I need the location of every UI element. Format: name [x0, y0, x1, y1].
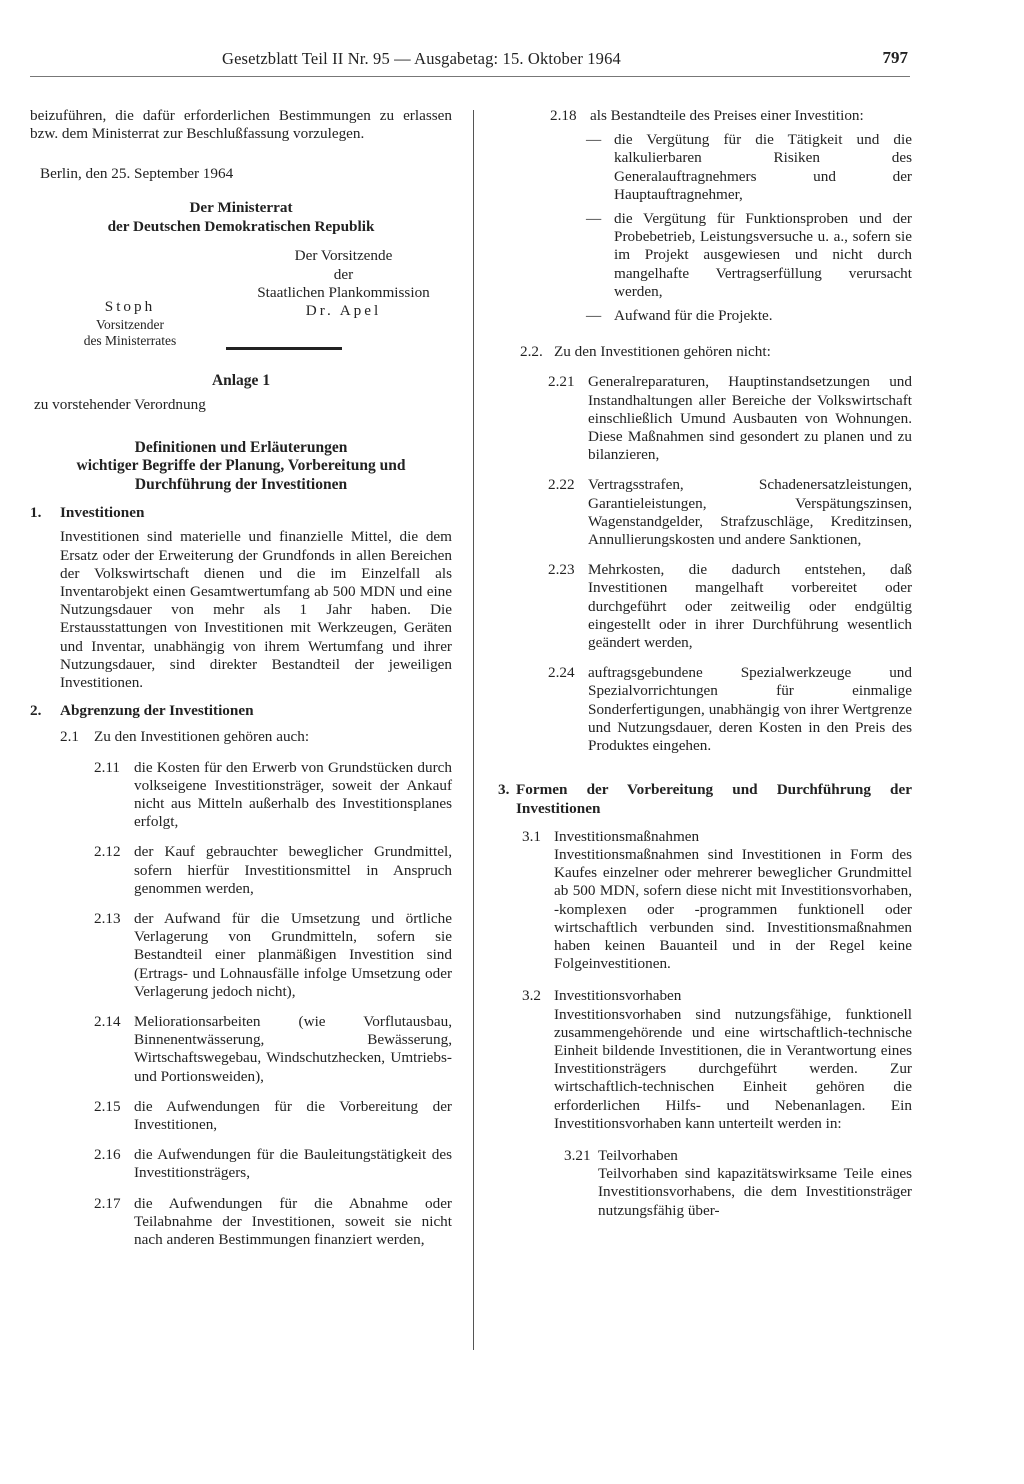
item-number: 2.23 [548, 561, 575, 579]
item-number: 2.14 [94, 1012, 121, 1030]
annex-title: Anlage 1 [211, 372, 271, 390]
dash-marker: — [586, 307, 602, 325]
list-item [548, 373, 912, 464]
list-item [94, 910, 452, 1001]
dash-item-text: die Vergütung für Funktionsproben und der Probebetrieb, Leistungsversuche u. a., sofern sie im Projekt ausgewiesen und nicht durch mangelhafte Vertragserfüllung verursacht werden, [614, 210, 912, 300]
list-item [94, 843, 452, 898]
item-number: 2.15 [94, 1097, 121, 1115]
subsection-number: 2.2. [520, 343, 543, 361]
subsection-number: 2.1 [60, 728, 79, 746]
subsection-title: Investitionsvorhaben [554, 987, 682, 1005]
item-text: als Bestandteile des Preises einer Investition: [590, 107, 864, 124]
list-item [94, 1146, 452, 1182]
section-number: 2. [30, 702, 42, 720]
right-column [498, 107, 912, 1220]
section-number: 3. [498, 781, 510, 799]
dash-marker: — [586, 210, 602, 228]
item-number: 2.12 [94, 843, 121, 861]
place-date: Berlin, den 25. September 1964 [40, 165, 234, 183]
section-title: Investitionen [60, 504, 145, 522]
item-text: Generalreparaturen, Hauptinstandsetzungen und Instandhaltungen aller Bereiche der Volkswirtschaft einschließlich Umund Ausbauten von Wohnungen. Diese Maßnahmen sind gesondert zu planen und zu bilanzieren, [588, 373, 912, 464]
signatory-left-role-1: Vorsitzender [96, 316, 164, 332]
subsection-heading [520, 343, 912, 361]
dash-list-item [586, 307, 912, 325]
subsection-heading [564, 1147, 912, 1165]
item-text: auftragsgebundene Spezialwerkzeuge und Spezialvorrichtungen für einmalige Sonderfertigungen, unabhängig von ihrer Wertgrenze und Nutzungsdauer, deren Kosten in den Preis des Produktes eingehen. [588, 664, 912, 755]
definitions-title-line-3: Durchführung der Investitionen [134, 475, 348, 493]
list-item [548, 664, 912, 755]
dash-list-item [586, 210, 912, 301]
item-number: 2.22 [548, 476, 575, 494]
dash-item-text: die Vergütung für die Tätigkeit und die kalkulierbaren Risiken des Generalauftragnehmers und der Hauptauftragnehmer, [614, 131, 912, 203]
section-number: 1. [30, 504, 42, 522]
subsection-body: Teilvorhaben sind kapazitätswirksame Teile eines Investitionsvorhabens, die dem Investitionsträger nutzungsfähig über- [598, 1165, 912, 1219]
section-body: Investitionen sind materielle und finanzielle Mittel, die dem Ersatz oder der Erweiterung der Grundfonds in allen Bereichen der Volkswirtschaft dienen und die im Einzelfall als Inventarobjekt einen Gesamtwertumfang ab 500 MDN und eine Nutzungsdauer von mehr als 1 Jahr haben. Die Erstausstattungen von Investitionen mit Werkzeugen, Geräten und Inventar, unabhängig von ihrem Wertumfang und ihrer Nutzungsdauer, sind direkter Bestandteil der jeweiligen Investitionen. [60, 528, 452, 691]
org-line-1: Der Ministerrat [189, 199, 293, 217]
org-line-2: der Deutschen Demokratischen Republik [107, 217, 375, 235]
header-rule [30, 76, 910, 77]
signatory-right-name: Dr. Apel [305, 302, 382, 320]
subsection-title: Teilvorhaben [598, 1146, 678, 1164]
signatory-right-role-1: Der Vorsitzende [294, 247, 393, 265]
subsection-number: 3.2 [522, 987, 541, 1005]
list-item [94, 1098, 452, 1134]
subsection-number: 3.1 [522, 827, 541, 845]
column-divider [473, 110, 474, 1350]
dash-marker: — [586, 131, 602, 149]
list-item [548, 476, 912, 549]
list-item [94, 1195, 452, 1250]
section-heading [30, 702, 452, 720]
opening-paragraph: beizuführen, die dafür erforderlichen Bestimmungen zu erlassen bzw. dem Ministerrat zur Beschlußfassung vorzulegen. [30, 107, 452, 143]
section-heading [30, 504, 452, 522]
subsection-number: 3.21 [564, 1146, 591, 1164]
subsection-title: Zu den Investitionen gehören nicht: [554, 343, 771, 361]
signatory-left-name: Stoph [104, 298, 156, 316]
item-text: die Aufwendungen für die Vorbereitung der Investitionen, [134, 1097, 452, 1133]
definitions-title-line-2: wichtiger Begriffe der Planung, Vorbereitung und [76, 457, 406, 475]
item-text: die Aufwendungen für die Bauleitungstätigkeit des Investitionsträgers, [134, 1146, 452, 1182]
signatory-left [30, 298, 230, 348]
header-title: Gesetzblatt Teil II Nr. 95 — Ausgabetag: 15. Oktober 1964 [222, 49, 621, 68]
signature-block [30, 165, 452, 348]
item-text: der Kauf gebrauchter beweglicher Grundmittel, sofern hierfür Investitionsmittel in Anspruch genommen werden, [134, 843, 452, 897]
item-text: Vertragsstrafen, Schadenersatzleistungen, Garantieleistungen, Verspätungszinsen, Wagenstandgelder, Strafzuschläge, Kreditzinsen, Annullierungskosten und andere Sanktionen, [588, 476, 912, 549]
list-item [94, 759, 452, 832]
dash-item-text: Aufwand für die Projekte. [614, 307, 773, 325]
signatory-right [235, 247, 452, 320]
subsection-title: Zu den Investitionen gehören auch: [94, 728, 310, 746]
item-number: 2.24 [548, 664, 575, 682]
left-column [30, 107, 452, 1249]
subsection-body: Investitionsmaßnahmen sind Investitionen in Form des Kaufes einzelner oder mehrerer beweglicher Grundmittel ab 500 MDN, sofern diese nicht mit Investitionsvorhaben, -komplexen oder -programmen funktionell oder wirtschaftlich verbunden sind. Investitionsmaßnahmen haben keinen Bauanteil und in der Regel keine Folgeinvestitionen. [554, 845, 912, 973]
item-number: 2.11 [94, 758, 121, 776]
item-text: Mehrkosten, die dadurch entstehen, daß Investitionen mangelhaft vorbereitet oder durchgeführt oder zeitweilig oder endgültig eingestellt oder in ihrer Durchführung wesentlich geändert werden, [588, 561, 912, 652]
definitions-title [30, 439, 452, 495]
dash-list-item [586, 131, 912, 204]
section-heading [498, 781, 912, 817]
section-separator [226, 347, 342, 350]
item-text: Meliorationsarbeiten (wie Vorflutausbau, Binnenentwässerung, Bewässerung, Wirtschaftswegebau, Windschutzhecken, Umtriebs- und Portionsweiden), [134, 1012, 452, 1085]
list-item [94, 1013, 452, 1086]
subsection-heading [60, 728, 452, 746]
item-text: die Aufwendungen für die Abnahme oder Teilabnahme der Investitionen, soweit sie nicht nach anderen Bestimmungen finanziert werden, [134, 1194, 452, 1249]
list-item [550, 107, 912, 125]
subsection-heading [522, 828, 912, 846]
item-number: 2.18 [550, 107, 577, 124]
item-number: 2.17 [94, 1194, 121, 1212]
signatory-right-role-3: Staatlichen Plankommission [257, 283, 430, 301]
page-number: 797 [882, 48, 908, 67]
signatory-left-role-2: des Ministerrates [83, 332, 177, 348]
item-number: 2.21 [548, 373, 575, 391]
section-title: Abgrenzung der Investitionen [60, 702, 254, 720]
list-item [548, 561, 912, 652]
item-text: der Aufwand für die Umsetzung und örtliche Verlagerung von Grundmitteln, sofern sie Bestandteil einer planmäßigen Investition sind (Ertrags- und Lohnausfälle infolge Umsetzung oder Verlagerung jedoch nicht), [134, 909, 452, 1000]
page-header [222, 49, 912, 73]
definitions-title-line-1: Definitionen und Erläuterungen [134, 438, 348, 456]
subsection-title: Investitionsmaßnahmen [554, 827, 700, 845]
item-number: 2.16 [94, 1146, 121, 1164]
annex-subtitle: zu vorstehender Verordnung [34, 396, 206, 414]
section-title: Formen der Vorbereitung und Durchführung der Investitionen [516, 781, 912, 817]
issuing-organization [30, 199, 452, 235]
subsection-heading [522, 987, 912, 1005]
subsection-body: Investitionsvorhaben sind nutzungsfähige, funktionell zusammengehörende und eine wirtschaftlich-technische Einheit bildende Investitionen, die in Verantwortung eines Investitionsträgers durchgeführt werden. Zur wirtschaftlich-technischen Einheit gehören die erforderlichen Hilfs- und Nebenanlagen. Ein Investitionsvorhaben kann unterteilt werden in: [554, 1005, 912, 1132]
signatory-right-role-2: der [333, 265, 354, 283]
item-text: die Kosten für den Erwerb von Grundstücken durch volkseigene Investitionsträger, soweit der Ankauf nicht aus Mitteln außerhalb des Investitionsplanes erfolgt, [134, 758, 452, 831]
item-number: 2.13 [94, 909, 121, 927]
